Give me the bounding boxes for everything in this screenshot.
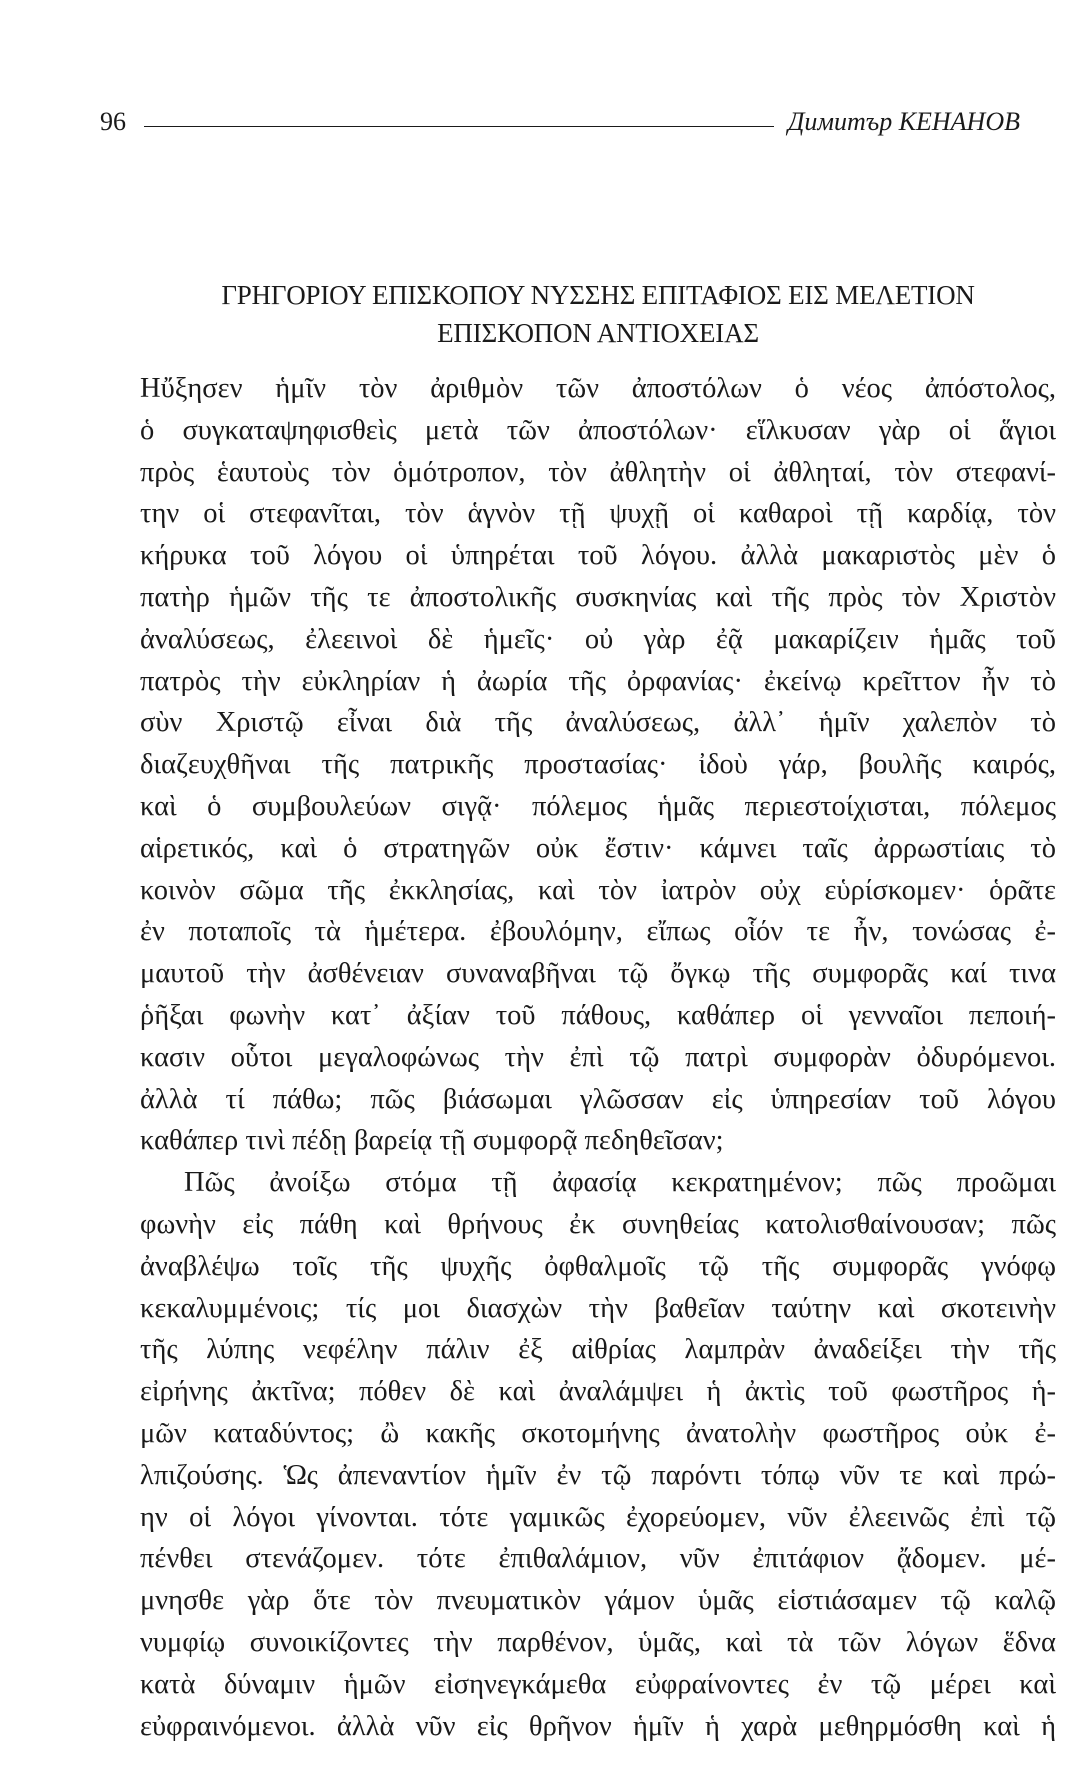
text-line: αἱρετικός, καὶ ὁ στρατηγῶν οὐκ ἔστιν· κάμνει ταῖς ἀρρωστίαις τὸ xyxy=(140,832,1056,864)
text-line: εὐφραινόμενοι. ἀλλὰ νῦν εἰς θρῆνον ἡμῖν ἡ χαρὰ μεθηρμόσθη καὶ ἡ xyxy=(140,1710,1056,1742)
text-line: λπιζούσης. Ὡς ἀπεναντίον ἡμῖν ἐν τῷ παρόντι τόπῳ νῦν τε καὶ πρώ- xyxy=(140,1459,1056,1491)
header-rule xyxy=(144,126,774,127)
title-line-1: ΓΡΗΓΟΡΙΟΥ ΕΠΙΣΚΟΠΟΥ ΝΥΣΣΗΣ ΕΠΙΤΑΦΙΟΣ ΕΙΣ ΜΕΛΕΤΙΟΝ xyxy=(221,280,975,310)
text-line: εἰρήνης ἀκτῖνα; πόθεν δὲ καὶ ἀναλάμψει ἡ ἀκτὶς τοῦ φωστῆρος ἡ- xyxy=(140,1376,1056,1408)
text-line: τῆς λύπης νεφέλην πάλιν ἐξ αἰθρίας λαμπρὰν ἀναδείξει τὴν τῆς xyxy=(140,1334,1056,1366)
text-line: σὺν Χριστῷ εἶναι διὰ τῆς ἀναλύσεως, ἀλλ᾽ ἡμῖν χαλεπὸν τὸ xyxy=(140,707,1056,739)
text-line: πρὸς ἑαυτοὺς τὸν ὁμότροπον, τὸν ἀθλητὴν οἱ ἀθληταί, τὸν στεφανί- xyxy=(140,456,1056,488)
text-line: πατὴρ ἡμῶν τῆς τε ἀποστολικῆς συσκηνίας καὶ τῆς πρὸς τὸν Χριστὸν xyxy=(140,581,1056,613)
text-line: κοινὸν σῶμα τῆς ἐκκλησίας, καὶ τὸν ἰατρὸν οὐχ εὑρίσκομεν· ὁρᾶτε xyxy=(140,874,1056,906)
text-line: κασιν οὗτοι μεγαλοφώνως τὴν ἐπὶ τῷ πατρὶ συμφορὰν ὀδυρόμενοι. xyxy=(140,1041,1056,1073)
text-line: ὁ συγκαταψηφισθεὶς μετὰ τῶν ἀποστόλων· εἵλκυσαν γὰρ οἱ ἅγιοι xyxy=(140,414,1056,446)
text-line: ἀναβλέψω τοῖς τῆς ψυχῆς ὀφθαλμοῖς τῷ τῆς συμφορᾶς γνόφῳ xyxy=(140,1250,1056,1282)
running-header xyxy=(100,104,1020,140)
text-line: πατρὸς τὴν εὐκληρίαν ἡ ἀωρία τῆς ὀρφανίας· ἐκείνῳ κρεῖττον ἦν τὸ xyxy=(140,665,1056,697)
text-line: ἐν ποταποῖς τὰ ἡμέτερα. ἐβουλόμην, εἴπως οἷόν τε ἦν, τονώσας ἐ- xyxy=(140,916,1056,948)
text-line: Ηὔξησεν ἡμῖν τὸν ἀριθμὸν τῶν ἀποστόλων ὁ νέος ἀπόστολος, xyxy=(140,373,1056,404)
text-line: ἀναλύσεως, ἐλεεινοὶ δὲ ἡμεῖς· οὐ γὰρ ἐᾷ μακαρίζειν ἡμᾶς τοῦ xyxy=(140,623,1056,655)
text-line: μῶν καταδύντος; ὢ κακῆς σκοτομήνης ἀνατολὴν φωστῆρος οὐκ ἐ- xyxy=(140,1417,1056,1449)
text-line: κήρυκα τοῦ λόγου οἱ ὑπηρέται τοῦ λόγου. ἀλλὰ μακαριστὸς μὲν ὁ xyxy=(140,540,1056,572)
running-author: Димитър КЕНАНОВ xyxy=(787,107,1020,136)
text-line: την οἱ στεφανῖται, τὸν ἁγνὸν τῇ ψυχῇ οἱ καθαροὶ τῇ καρδίᾳ, τὸν xyxy=(140,498,1056,530)
text-line: κεκαλυμμένοις; τίς μοι διασχὼν τὴν βαθεῖαν ταύτην καὶ σκοτεινὴν xyxy=(140,1292,1056,1324)
text-line: ην οἱ λόγοι γίνονται. τότε γαμικῶς ἐχορεύομεν, νῦν ἐλεεινῶς ἐπὶ τῷ xyxy=(140,1501,1056,1533)
text-line: καὶ ὁ συμβουλεύων σιγᾷ· πόλεμος ἡμᾶς περιεστοίχισται, πόλεμος xyxy=(140,790,1056,822)
text-line: ῥῆξαι φωνὴν κατ᾽ ἀξίαν τοῦ πάθους, καθάπερ οἱ γενναῖοι πεποιή- xyxy=(140,999,1056,1031)
text-line: Πῶς ἀνοίξω στόμα τῇ ἀφασίᾳ κεκρατημένον; πῶς προῶμαι xyxy=(184,1167,1056,1199)
text-line: καθάπερ τινὶ πέδῃ βαρείᾳ τῇ συμφορᾷ πεδηθεῖσαν; xyxy=(140,1125,724,1157)
text-line: νυμφίῳ συνοικίζοντες τὴν παρθένον, ὑμᾶς, καὶ τὰ τῶν λόγων ἕδνα xyxy=(140,1626,1056,1658)
text-line: διαζευχθῆναι τῆς πατρικῆς προστασίας· ἰδοὺ γάρ, βουλῆς καιρός, xyxy=(140,749,1056,781)
title-line-2: ΕΠΙΣΚΟΠΟΝ ΑΝΤΙΟΧΕΙΑΣ xyxy=(437,318,759,348)
text-line: ἀλλὰ τί πάθω; πῶς βιάσωμαι γλῶσσαν εἰς ὑπηρεσίαν τοῦ λόγου xyxy=(140,1083,1056,1115)
text-line: φωνὴν εἰς πάθη καὶ θρήνους ἐκ συνηθείας κατολισθαίνουσαν; πῶς xyxy=(140,1208,1056,1240)
page-number: 96 xyxy=(100,107,126,136)
text-line: μαυτοῦ τὴν ἀσθένειαν συναναβῆναι τῷ ὄγκῳ τῆς συμφορᾶς καί τινα xyxy=(140,958,1056,990)
text-line: κατὰ δύναμιν ἡμῶν εἰσηνεγκάμεθα εὐφραίνοντες ἐν τῷ μέρει καὶ xyxy=(140,1668,1056,1700)
text-line: μνησθε γὰρ ὅτε τὸν πνευματικὸν γάμον ὑμᾶς εἱστιάσαμεν τῷ καλῷ xyxy=(140,1585,1056,1617)
body-text xyxy=(140,368,1056,1747)
section-title xyxy=(140,276,1056,352)
text-line: πένθει στενάζομεν. τότε ἐπιθαλάμιον, νῦν ἐπιτάφιον ᾄδομεν. μέ- xyxy=(140,1543,1056,1575)
